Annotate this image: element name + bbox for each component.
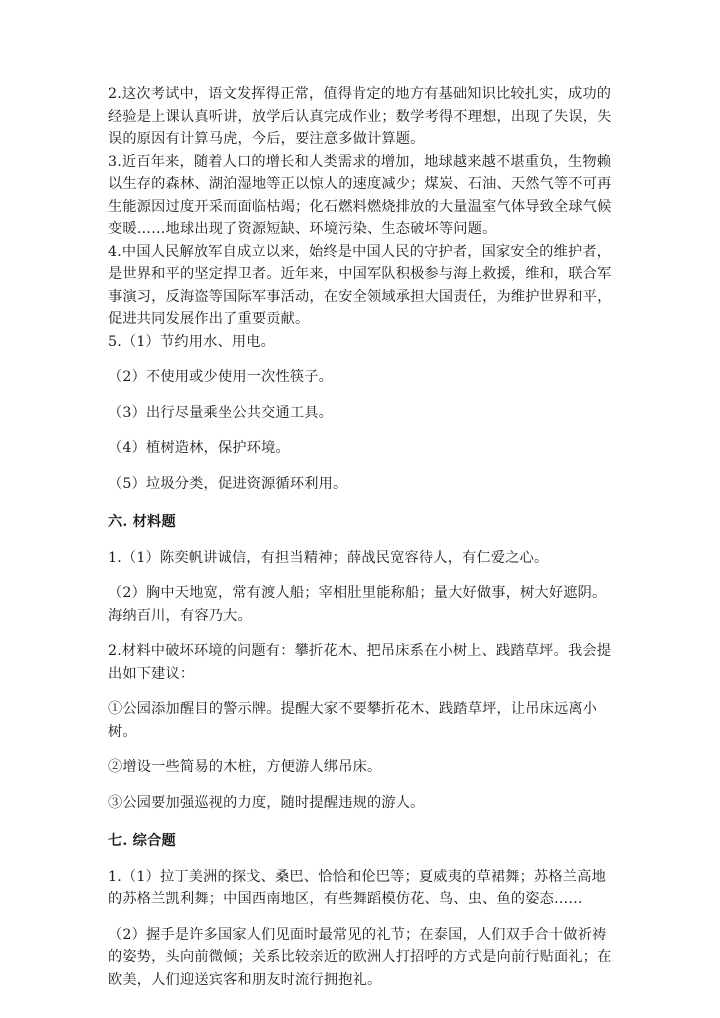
answer-q5-1: 5.（1）节约用水、用电。 <box>108 333 276 350</box>
suggestion-3: ③公园要加强巡视的力度，随时提醒违规的游人。 <box>108 794 425 811</box>
answer-q3: 3.近百年来，随着人口的增长和人类需求的增加，地球越来越不堪重负，生物赖以生存的森林、湖泊湿地等正以惊人的速度减少；煤炭、石油、天然气等不可再生能源因过度开采而面临枯竭；化石燃料燃烧排放的大量温室气体导致全球气候变暖……地球出现了资源短缺、环境污染、生态破坏等问题。 <box>108 153 612 237</box>
suggestion-2: ②增设一些简易的木桩，方便游人绑吊床。 <box>108 759 382 775</box>
answer-q5-5: （5）垃圾分类，促进资源循环利用。 <box>108 475 348 492</box>
document-page <box>108 83 620 991</box>
material-q2: 2.材料中破坏环境的问题有：攀折花木、把吊床系在小树上、践踏草坪。我会提出如下建议： <box>108 643 612 682</box>
section-title-comprehensive: 七. 综合题 <box>108 833 176 849</box>
answer-q5-3: （3）出行尽量乘坐公共交通工具。 <box>108 404 334 421</box>
comprehensive-q1-1: 1.（1）拉丁美洲的探戈、桑巴、恰恰和伦巴等；夏威夷的草裙舞；苏格兰高地的苏格兰凯利舞；中国西南地区，有些舞蹈模仿花、鸟、虫、鱼的姿态…… <box>108 868 606 907</box>
answer-q4: 4.中国人民解放军自成立以来，始终是中国人民的守护者，国家安全的维护者，是世界和平的坚定捍卫者。近年来，中国军队积极参与海上救援，维和，联合军事演习，反海盗等国际军事活动，在安全领域承担大国责任，为维护世界和平，促进共同发展作出了重要贡献。 <box>108 243 612 327</box>
section-title-material: 六. 材料题 <box>108 514 176 530</box>
answer-q5-2: （2）不使用或少使用一次性筷子。 <box>108 369 334 385</box>
comprehensive-q1-2: （2）握手是许多国家人们见面时最常见的礼节；在泰国，人们双手合十做祈祷的姿势，头向前微倾；关系比较亲近的欧洲人打招呼的方式是向前行贴面礼；在欧美，人们迎送宾客和朋友时流行拥抱礼。 <box>108 926 612 988</box>
answer-q2: 2.这次考试中，语文发挥得正常，值得肯定的地方有基础知识比较扎实，成功的经验是上课认真听讲，放学后认真完成作业；数学考得不理想，出现了失误，失误的原因有计算马虎，今后，要注意多做计算题。 <box>108 86 612 147</box>
suggestion-1: ①公园添加醒目的警示牌。提醒大家不要攀折花木、践踏草坪，让吊床远离小树。 <box>108 701 598 740</box>
material-q1-1: 1.（1）陈奕帆讲诚信，有担当精神；薛战民宽容待人，有仁爱之心。 <box>108 549 549 566</box>
answer-q5-4: （4）植树造林，保护环境。 <box>108 440 290 456</box>
material-q1-2: （2）胸中天地宽，常有渡人船；宰相肚里能称船；量大好做事，树大好遮阴。海纳百川，有容乃大。 <box>108 585 607 624</box>
